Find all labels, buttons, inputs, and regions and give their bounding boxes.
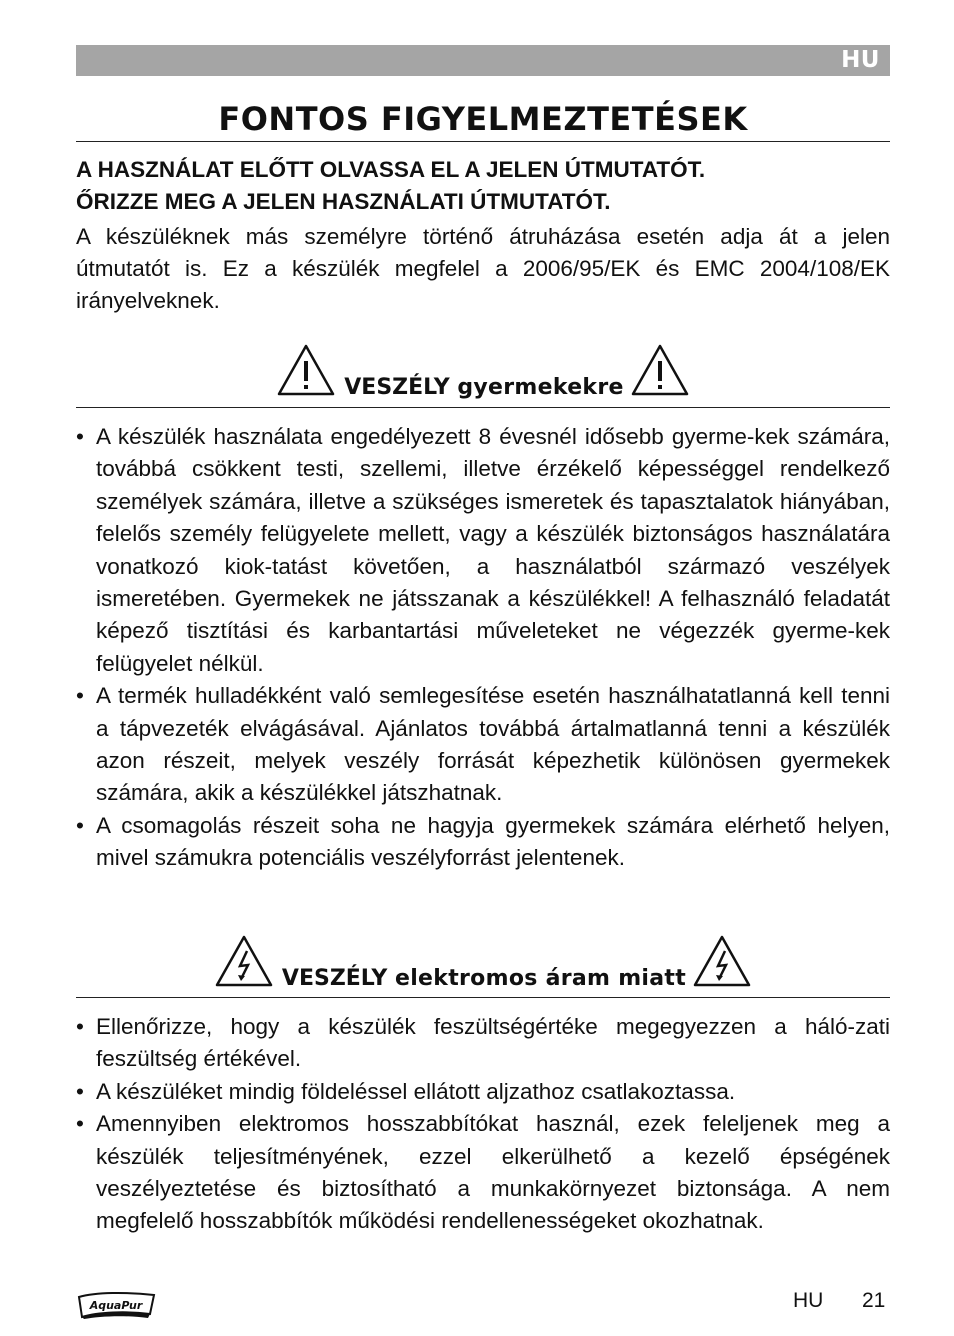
language-badge: HU xyxy=(841,47,880,73)
intro-paragraph: A készüléknek más személyre történő átruházása esetén adja át a jelen útmutatót is. Ez a készülék megfelel a 2006/95/EK és EMC 2004/108/EK irányelveknek. xyxy=(76,224,890,313)
svg-text:AquaPur: AquaPur xyxy=(89,1299,143,1312)
title-divider xyxy=(76,141,890,142)
list-item: • A csomagolás részeit soha ne hagyja gyermekek számára elérhető helyen, mivel számukra potenciális veszélyforrást jelentenek. xyxy=(76,812,890,871)
list-item: • A termék hulladékként való semlegesítése esetén használhatatlanná kell tenni a tápvezeték elvágásával. Ajánlatos továbbá ártalmatlanná tenni a készülék azon részeit, melyek veszély forrását képezhetik különösen gyermekek számára, akik a készülékkel játszhatnak. xyxy=(76,683,890,806)
section-heading-rest: elektromos áram miatt xyxy=(395,966,687,991)
intro-bold-line-2: ŐRIZZE MEG A JELEN HASZNÁLATI ÚTMUTATÓT. xyxy=(76,189,611,214)
warning-exclamation-icon xyxy=(630,343,690,402)
section-divider xyxy=(76,997,890,998)
brand-logo xyxy=(76,1290,158,1325)
section-heading-word: VESZÉLY xyxy=(344,375,450,400)
intro-warning xyxy=(76,154,890,218)
section-divider xyxy=(76,407,890,408)
electric-hazard-icon xyxy=(692,934,752,993)
list-item: • A készüléket mindig földeléssel ellátott aljzathoz csatlakoztassa. xyxy=(76,1078,736,1104)
page-number: 21 xyxy=(862,1289,886,1312)
section-heading-children xyxy=(76,343,890,402)
section-heading-electric xyxy=(76,934,890,993)
page-title: FONTOS FIGYELMEZTETÉSEK xyxy=(218,100,748,138)
electric-hazard-icon xyxy=(214,934,274,993)
section-heading-rest: gyermekekre xyxy=(457,375,624,400)
footer-language: HU xyxy=(793,1289,824,1312)
intro-bold-line-1: A HASZNÁLAT ELŐTT OLVASSA EL A JELEN ÚTMUTATÓT. xyxy=(76,157,706,182)
warning-exclamation-icon xyxy=(276,343,336,402)
children-warning-list xyxy=(76,421,890,875)
section-heading-word: VESZÉLY xyxy=(281,966,388,991)
list-item: • Ellenőrizze, hogy a készülék feszültségértéke megegyezzen a háló-zati feszültség értékével. xyxy=(76,1014,890,1072)
list-item: • A készülék használata engedélyezett 8 évesnél idősebb gyerme-kek számára, továbbá csökkent testi, szellemi, illetve érzékelő képességgel rendelkező személyek számára, illetve a szükséges ismeretek és tapasztalatok hiányában, felelős személy felügyelete mellett, vagy a készülék biztonságos használatára vonatkozó kiok-tatást követően, a használatból származó veszélyek ismeretében. Gyermekek ne játsszanak a készülékkel! A felhasználó feladatát képező tisztítási és karbantartási műveleteket ne végezzék gyerme-kek felügyelet nélkül. xyxy=(76,424,890,676)
section-heading-text xyxy=(344,375,623,402)
language-header-bar xyxy=(76,45,890,76)
section-heading-text xyxy=(282,966,686,993)
list-item: • Amennyiben elektromos hosszabbítókat használ, ezek feleljenek meg a készülék teljesítményének, ezzel elkerülhető a kezelő épségének veszélyeztetése és biztosítható a munkakörnyezet biztonsága. A nem megfelelő hosszabbítók működési rendellenességeket okozhatnak. xyxy=(76,1111,890,1234)
electric-warning-list xyxy=(76,1011,890,1238)
